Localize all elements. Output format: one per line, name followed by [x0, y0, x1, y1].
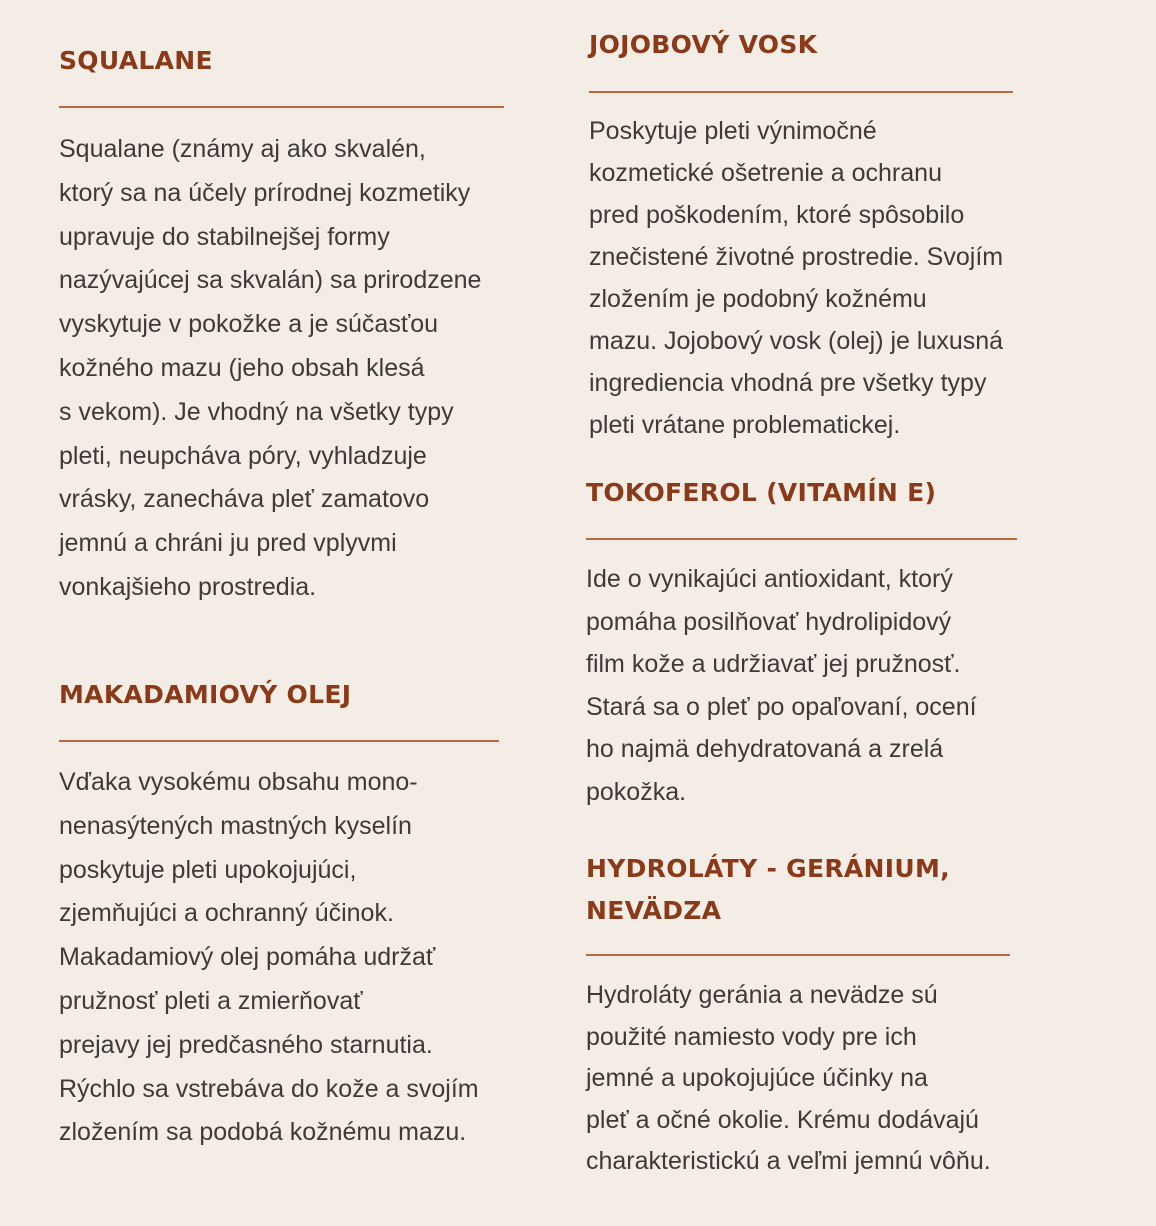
body-line: prejavy jej predčasného starnutia. — [59, 1030, 433, 1059]
body-line: zložením sa podobá kožnému mazu. — [59, 1118, 467, 1147]
section-makadamia — [59, 674, 479, 1147]
body-line: nenasýtených mastných kyselín — [59, 811, 412, 840]
section-body — [59, 761, 479, 1155]
body-line: ho najmä dehydratovaná a zrelá — [586, 735, 944, 764]
body-line: vonkajšieho prostredia. — [59, 572, 317, 601]
section-title — [586, 848, 950, 932]
body-line: znečistené životné prostredie. Svojím — [589, 243, 1004, 271]
title-line: HYDROLÁTY - GERÁNIUM, — [586, 854, 950, 883]
section-body — [586, 975, 991, 1183]
body-line: Stará sa o pleť po opaľovaní, ocení — [586, 692, 977, 721]
body-line: Squalane (známy aj ako skvalén, — [59, 135, 426, 163]
body-line: zložením je podobný kožnému — [589, 285, 927, 313]
body-line: Hydroláty geránia a nevädze sú — [586, 981, 938, 1009]
section-divider — [589, 91, 1013, 93]
body-line: pleť a očné okolie. Krému dodávajú — [586, 1105, 979, 1134]
section-title: MAKADAMIOVÝ OLEJ — [59, 680, 352, 709]
body-line: film kože a udržiavať jej pružnosť. — [586, 650, 961, 679]
body-line: Ide o vynikajúci antioxidant, ktorý — [586, 565, 953, 593]
body-line: pleti, neupcháva póry, vyhladzuje — [59, 441, 427, 470]
body-line: Rýchlo sa vstrebáva do kože a svojím — [59, 1074, 479, 1103]
body-line: Poskytuje pleti výnimočné — [589, 117, 877, 145]
body-line: pleti vrátane problematickej. — [589, 411, 901, 439]
section-title: JOJOBOVÝ VOSK — [589, 30, 818, 59]
section-hydrolaty — [586, 848, 991, 1175]
section-body — [589, 110, 1003, 446]
body-line: nazývajúcej sa skvalán) sa prirodzene — [59, 266, 482, 295]
body-line: pokožka. — [586, 777, 687, 806]
body-line: vyskytuje v pokožke a je súčasťou — [59, 310, 439, 339]
section-squalane — [59, 40, 482, 601]
body-line: s vekom). Je vhodný na všetky typy — [59, 397, 454, 426]
section-divider — [586, 954, 1010, 956]
body-line: vrásky, zanecháva pleť zamatovo — [59, 485, 430, 514]
body-line: ingrediencia vhodná pre všetky typy — [589, 369, 987, 397]
section-tokoferol — [586, 472, 977, 806]
body-line: upravuje do stabilnejšej formy — [59, 222, 390, 251]
body-line: Makadamiový olej pomáha udržať — [59, 943, 436, 972]
body-line: poskytuje pleti upokojujúci, — [59, 855, 357, 884]
section-title: TOKOFEROL (VITAMÍN E) — [586, 478, 937, 507]
body-line: ktorý sa na účely prírodnej kozmetiky — [59, 178, 471, 207]
body-line: použité namiesto vody pre ich — [586, 1022, 917, 1051]
section-jojoba — [589, 24, 1004, 439]
section-body — [59, 128, 481, 610]
section-body — [586, 558, 977, 814]
body-line: pred poškodením, ktoré spôsobilo — [589, 201, 965, 229]
body-line: Vďaka vysokému obsahu mono- — [59, 768, 418, 796]
body-line: pomáha posilňovať hydrolipidový — [586, 607, 952, 636]
body-line: kozmetické ošetrenie a ochranu — [589, 159, 942, 187]
section-divider — [586, 538, 1017, 540]
section-divider — [59, 740, 499, 742]
body-line: jemné a upokojujúce účinky na — [586, 1064, 928, 1092]
body-line: kožného mazu (jeho obsah klesá — [59, 353, 425, 382]
body-line: jemnú a chráni ju pred vplyvmi — [59, 529, 397, 558]
body-line: zjemňujúci a ochranný účinok. — [59, 899, 394, 928]
body-line: charakteristickú a veľmi jemnú vôňu. — [586, 1147, 991, 1175]
body-line: mazu. Jojobový vosk (olej) je luxusná — [589, 327, 1004, 355]
section-title: SQUALANE — [59, 46, 213, 75]
section-divider — [59, 106, 504, 108]
body-line: pružnosť pleti a zmierňovať — [59, 986, 363, 1015]
title-line: NEVÄDZA — [586, 896, 722, 925]
